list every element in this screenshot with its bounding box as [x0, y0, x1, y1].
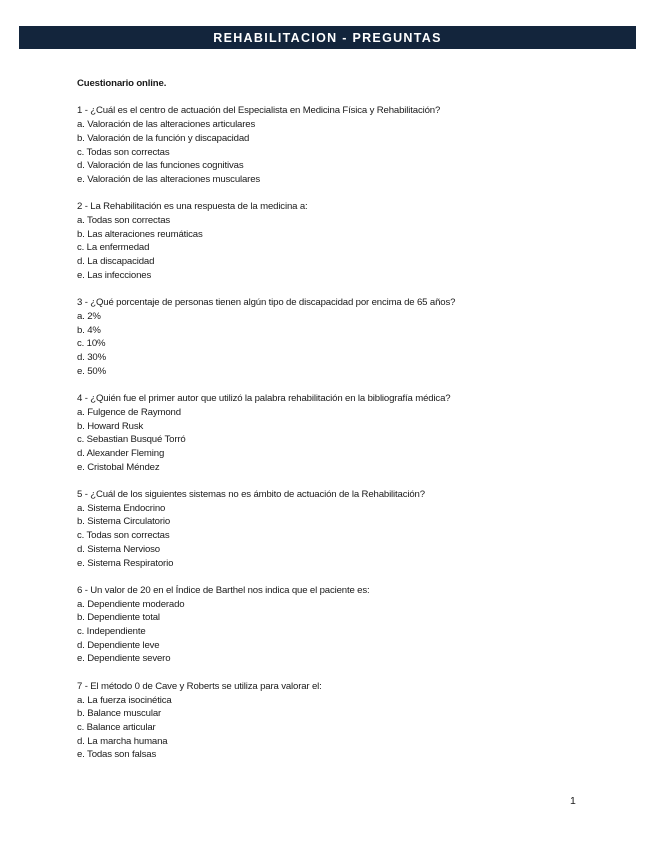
answer-option: b. Sistema Circulatorio [77, 516, 171, 528]
question-text: 2 - La Rehabilitación es una respuesta de la medicina a: [77, 201, 308, 213]
answer-option: e. Las infecciones [77, 269, 152, 281]
answer-option: c. Balance articular [77, 721, 156, 733]
answer-option: a. 2% [77, 310, 101, 322]
answer-option: d. 30% [77, 352, 106, 364]
question-block [77, 680, 597, 762]
answer-option: b. Dependiente total [77, 612, 160, 624]
answer-option: d. Valoración de las funciones cognitivas [77, 160, 244, 172]
answer-option: c. La enfermedad [77, 242, 150, 254]
answer-option: c. Todas son correctas [77, 146, 170, 158]
question-block [77, 296, 597, 378]
answer-option: d. La marcha humana [77, 735, 168, 747]
question-text: 1 - ¿Cuál es el centro de actuación del Especialista en Medicina Física y Rehabilitación? [77, 105, 441, 117]
answer-option: b. Howard Rusk [77, 420, 144, 432]
answer-option: a. Sistema Endocrino [77, 502, 166, 514]
answer-option: e. Sistema Respiratorio [77, 557, 174, 569]
answer-option: a. Fulgence de Raymond [77, 406, 181, 418]
page-number: 1 [570, 795, 576, 807]
answer-option: e. Valoración de las alteraciones musculares [77, 173, 261, 185]
answer-option: a. Todas son correctas [77, 215, 171, 226]
header-bar [19, 26, 636, 49]
answer-option: b. 4% [77, 324, 101, 336]
answer-option: d. Dependiente leve [77, 639, 160, 651]
question-block [77, 584, 597, 666]
answer-option: c. 10% [77, 338, 106, 350]
question-text: 6 - Un valor de 20 en el Índice de Barthel nos indica que el paciente es: [77, 584, 370, 596]
question-block [77, 392, 597, 474]
questionnaire [77, 77, 597, 776]
answer-option: b. Las alteraciones reumáticas [77, 228, 203, 240]
answer-option: e. Cristobal Méndez [77, 461, 160, 473]
question-text: 4 - ¿Quién fue el primer autor que utilizó la palabra rehabilitación en la bibliografía médica? [77, 393, 451, 405]
page-title: REHABILITACION - PREGUNTAS [213, 30, 442, 45]
answer-option: b. Valoración de la función y discapacidad [77, 132, 250, 144]
question-block [77, 200, 597, 282]
question-text: 3 - ¿Qué porcentaje de personas tienen algún tipo de discapacidad por encima de 65 años? [77, 297, 456, 309]
answer-option: e. Dependiente severo [77, 653, 171, 665]
question-block [77, 488, 597, 570]
question-text: 5 - ¿Cuál de los siguientes sistemas no es ámbito de actuación de la Rehabilitación? [77, 489, 425, 501]
answer-option: d. La discapacidad [77, 256, 155, 268]
answer-option: c. Independiente [77, 626, 146, 638]
answer-option: a. La fuerza isocinética [77, 694, 172, 706]
question-block [77, 104, 597, 186]
answer-option: d. Alexander Fleming [77, 447, 165, 459]
answer-option: a. Dependiente moderado [77, 598, 185, 610]
answer-option: c. Todas son correctas [77, 530, 170, 542]
question-text: 7 - El método 0 de Cave y Roberts se utiliza para valorar el: [77, 680, 322, 692]
answer-option: d. Sistema Nervioso [77, 543, 160, 555]
answer-option: a. Valoración de las alteraciones articulares [77, 119, 256, 131]
subtitle: Cuestionario online. [77, 78, 167, 89]
answer-option: e. 50% [77, 365, 106, 377]
answer-option: b. Balance muscular [77, 708, 162, 720]
answer-option: c. Sebastian Busqué Torró [77, 434, 186, 446]
answer-option: e. Todas son falsas [77, 749, 157, 761]
